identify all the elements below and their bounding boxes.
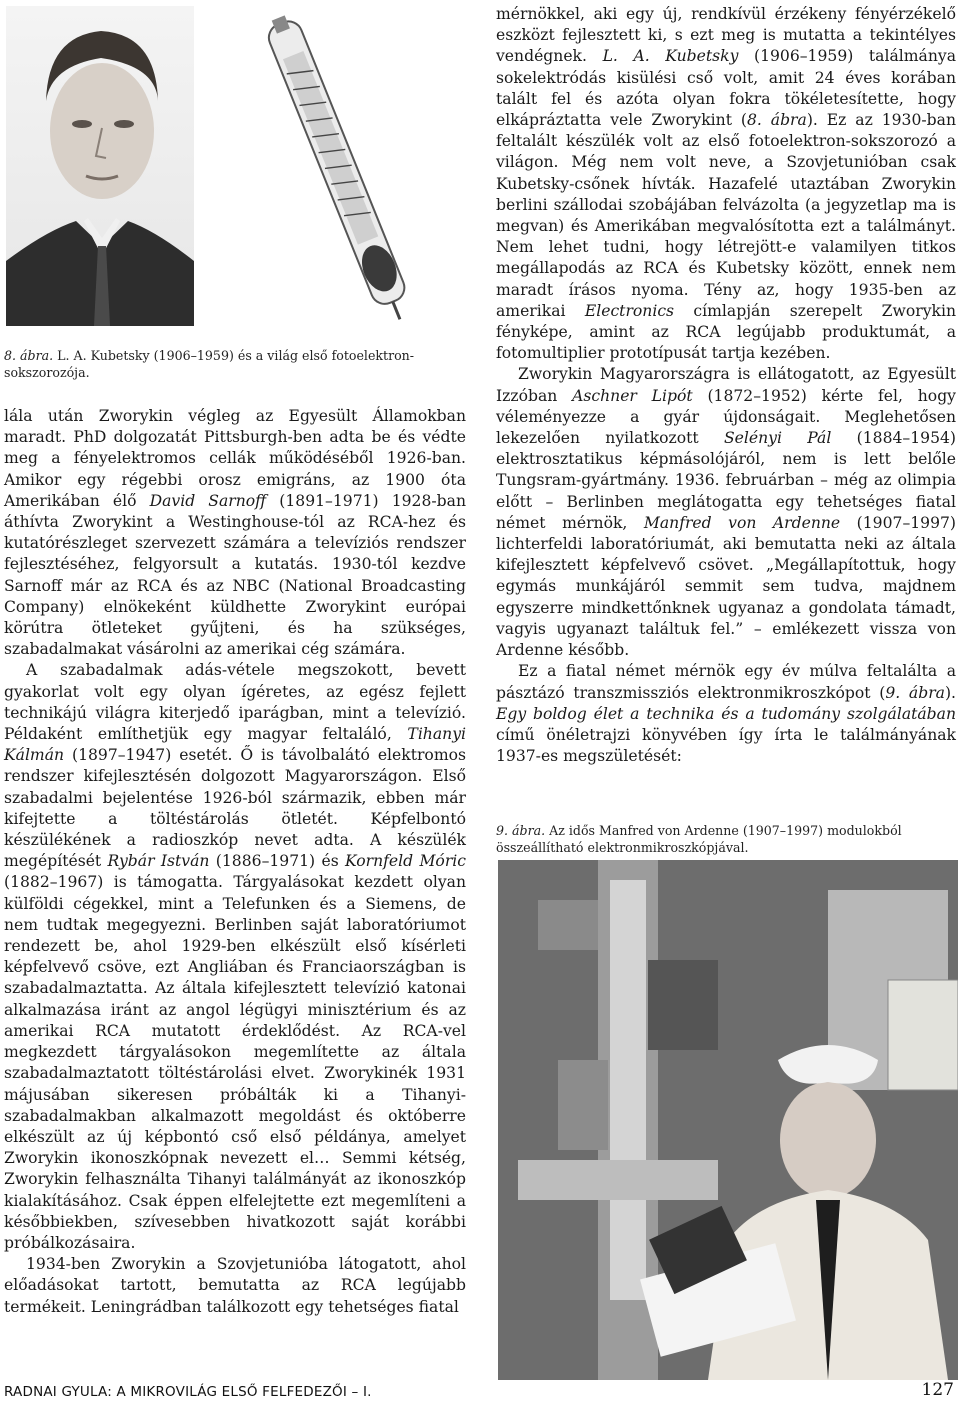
figure-8-number: 8. ábra. [4, 348, 54, 363]
text-run: (1906–1959) találmánya sokelektródás kisülési cső volt, amit 24 éves korában talált fel és azóta olyan fokra tökéletesítette, hogy elkápráztatta vele Zworykint ( [496, 47, 956, 130]
text-run: ). Ez az 1930-ban feltalált készülék volt az első fotoelektron-sokszorozó a világon. Még nem volt neve, a Szovjetunióban csak Kubetsky-csőnek hívták. Hazafelé utaztában Zworykin berlini szállodai szobájában felvázolta (a jegyzetlap ma is megvan) és Amerikában megvalósította ezt a találmányt. Nem lehet tudni, hogy létrejött-e valamilyen titkos megállapodás az RCA és Kubetsky között, ennek nem maradt írásos nyoma. Tény az, hogy 1935-ben az amerikai [496, 111, 956, 320]
person-name: Rybár István [107, 852, 210, 871]
paragraph [4, 406, 466, 660]
person-name: L. A. Kubetsky [602, 47, 739, 66]
paragraph [496, 4, 956, 364]
text-run: A szabadalmak adás-vétele megszokott, bevett gyakorlat volt egy olyan ígéretes, az egész fejlett technikájú világra kiterjedő iparágban, mint a televízió. Példaként említhetjük egy magyar feltaláló, [4, 661, 466, 744]
paragraph [496, 364, 956, 661]
text-run: című önéletrajzi könyvében így írta le találmányának 1937-es megszületését: [496, 725, 956, 766]
von-ardenne-microscope-photo [498, 860, 958, 1380]
person-name: Manfred von Ardenne [643, 513, 841, 532]
person-name: Selényi Pál [723, 429, 832, 448]
page-number: 127 [921, 1380, 954, 1400]
kubetsky-portrait-photo [6, 6, 194, 326]
figure-9-caption [496, 822, 958, 856]
left-text-column [4, 406, 466, 1318]
figure-8-caption [4, 347, 464, 381]
text-run: (1886–1971) és [209, 852, 346, 871]
paragraph [4, 660, 466, 1254]
book-title: Egy boldog élet a technika és a tudomány szolgálatában [496, 704, 956, 723]
text-run: 1934-ben Zworykin a Szovjetunióba látogatott, ahol előadásokat tartott, bemutatta az RCA legújabb termékeit. Leningrádban találkozott egy tehetséges fiatal [4, 1255, 466, 1316]
text-run: (1884–1954) elektrosztatikus képmásolójáról, nem is lett belőle Tungsram-gyártmány. 1936. februárban – még az olimpia előtt – Berlinben meglátogatta egy tehetséges fiatal német mérnök, [496, 429, 956, 532]
text-run: címlapján szerepelt Zworykin fényképe, amint az RCA legújabb produktumát, a fotomultiplier prototípusát tartja kezében. [496, 301, 956, 363]
figure-reference: 9. ábra [885, 683, 945, 702]
text-run: (1897–1947) esetét. Ő is távolbalátó elektromos rendszer kifejlesztésén dolgozott Magyarországon. Első szabadalmi bejelentése 1926-ból származik, ebben már kifejtette a töltéstárolás ötletét. Képfelbontó készülékének a radioszkóp nevet adta. A készülék megépítését [4, 746, 466, 871]
magazine-title: Electronics [584, 301, 675, 320]
figure-9-text: Az idős Manfred von Ardenne (1907–1997) modulokból összeállítható elektronmikroszkópjával. [496, 823, 902, 855]
text-run: mérnökkel, aki egy új, rendkívül érzékeny fényérzékelő eszközt fejlesztett ki, s ezt meg is mutatta a tekintélyes vendégnek. [496, 5, 956, 66]
figure-8-text: L. A. Kubetsky (1906–1959) és a világ első fotoelektron-sokszorozója. [4, 348, 415, 380]
text-run: lála után Zworykin végleg az Egyesült Államokban maradt. PhD dolgozatát Pittsburgh-ben adta be és védte meg a fényelektromos cellák működéséből 1926-ban. Amikor egy régebbi orosz emigráns, az 1900 óta Amerikában élő [4, 407, 466, 510]
text-run: (1872–1952) kérte fel, hogy véleményezze a gyár újdonságait. Meglehetősen lekezelően nyilatkozott [496, 386, 956, 448]
person-name: Kornfeld Móric [345, 852, 466, 871]
person-name: Tihanyi Kálmán [4, 725, 466, 765]
photomultiplier-tube-photo [215, 6, 465, 336]
paragraph [4, 1254, 466, 1318]
microscope-drawing [498, 860, 958, 1380]
text-run: (1882–1967) is támogatta. Tárgyalásokat kezdett olyan külföldi cégekkel, mint a Telefunken és a Siemens, de nem tudtak megegyezni. Berlinben saját laboratóriumot rendezett be, ahol 1929-ben elkészült első kísérleti képfelvevő csöve, ezt Angliában és Franciaországban is szabadalmaztatta. Az általa kifejlesztett televízió katonai alkalmazása iránt az angol légügyi minisztérium és az amerikai RCA mutatott érdeklődést. Az RCA-vel megkezdett tárgyalásokon megemlítette az általa szabadalmaztatott töltéstárolási elvet. Zworykinék 1931 májusában sikeresen próbálták ki a Tihanyi-szabadalmakban alkalmazott megoldást és októberre elkészült az új képbontó cső első példánya, amelyet Zworykin ikonoszkópnak nevezett el… Semmi kétség, Zworykin felhasználta Tihanyi találmányát az ikonoszkóp kialakításához. Csak éppen elfelejtette ezt megemlíteni a későbbiekben, szívesebben hivatkozott saját korábbi próbálkozásaira. [4, 873, 466, 1252]
figure-reference: 8. ábra [746, 111, 807, 130]
text-run: Zworykin Magyarországra is ellátogatott, az Egyesült Izzóban [496, 365, 956, 405]
right-text-column [496, 4, 956, 767]
tube-drawing [215, 6, 465, 336]
paragraph [496, 661, 956, 767]
text-run: (1891–1971) 1928-ban áthívta Zworykint a Westinghouse-tól az RCA-hez és kutatórészleget szervezett számára a televíziós rendszer fejlesztéséhez, felgyorsult a kutatás. 1930-tól kezdve Sarnoff már az RCA és az NBC (National Broadcasting Company) elnökeként küldhette Zworykint európai körútra ötleteket gyűjteni, és ha szükséges, szabadalmakat vásárolni az amerikai cég számára. [4, 491, 466, 659]
figure-9-number: 9. ábra. [496, 823, 546, 838]
person-name: David Sarnoff [149, 491, 267, 510]
text-run: Ez a fiatal német mérnök egy év múlva feltalálta a pásztázó transzmissziós elektronmikroszkópot ( [496, 662, 956, 702]
running-title: RADNAI GYULA: A MIKROVILÁG ELSŐ FELFEDEZŐI – I. [4, 1384, 372, 1400]
text-run: ). [944, 683, 956, 702]
text-run: (1907–1997) lichterfeldi laboratóriumát, aki bemutatta neki az általa kifejlesztett képfelvevő csövet. „Megállapítottuk, hogy egymás munkájáról semmit sem tudva, majdnem egyszerre mindkettőnknek ugyanaz a gondolata támadt, vagyis ugyanazt találtuk fel.” – emlékezett vissza von Ardenne később. [496, 513, 957, 660]
portrait-drawing [6, 6, 194, 326]
person-name: Aschner Lipót [572, 386, 693, 405]
